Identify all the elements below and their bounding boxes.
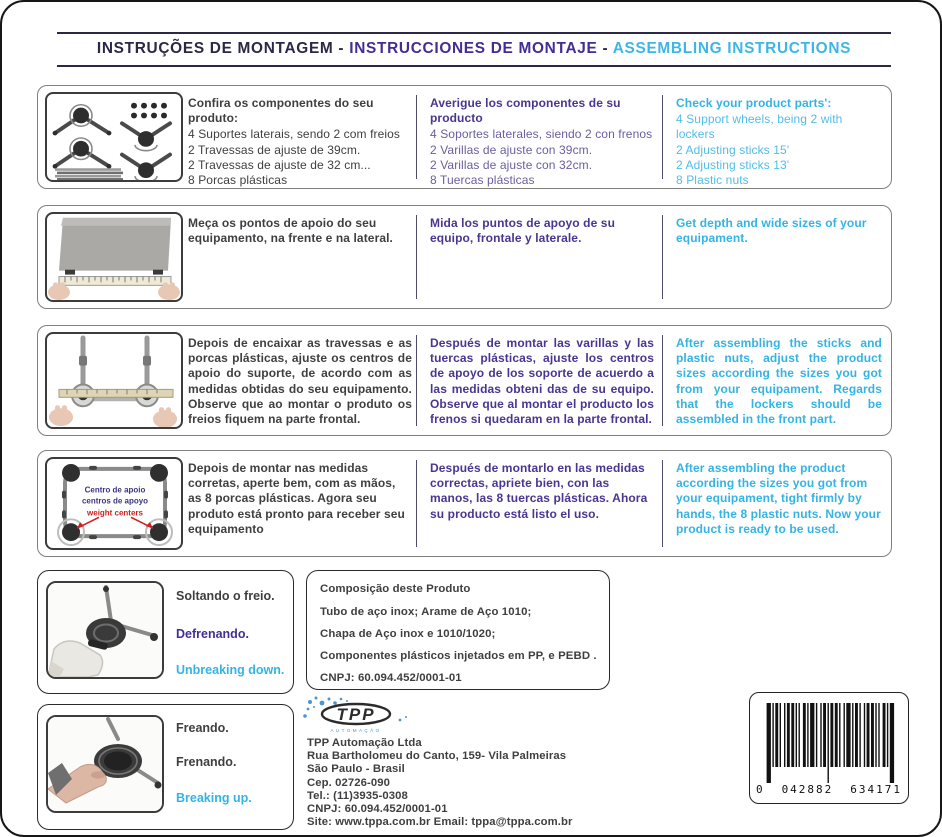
step2-portuguese-text: Meça os pontos de apoio do seu equipamento, na frente e na lateral. — [188, 216, 393, 246]
step4-spanish-text: Después de montarlo en las medidas correctas, apriete bien, con las manos, las 8 tuercas plásticas. Ahora su producto está listo el uso. — [430, 461, 648, 521]
step1-pt-line: 2 Travessas de ajuste de 32 cm... — [188, 157, 371, 172]
step1-en-line: 2 Adjusting sticks 13' — [676, 157, 790, 172]
brake-box — [37, 704, 294, 830]
step2-english-text: Get depth and wide sizes of your equipament. — [676, 216, 867, 246]
tpp-logo — [300, 694, 430, 734]
logo-subtext: AUTOMAÇÃO — [330, 728, 382, 733]
step1-es-line: 8 Tuercas plásticas — [430, 173, 535, 188]
diagram-label-pt: Centro de apoio — [84, 485, 146, 495]
step4-english-text: After assembling the product according the sizes you got from your equipament, tight firmly by hands, the 8 plastic nuts. Now your product is ready to be used. — [676, 461, 881, 536]
brake-image — [46, 715, 164, 813]
address-line: Site: www.tppa.com.br Email: tppa@tppa.com.br — [307, 816, 573, 829]
step-row-2 — [37, 205, 892, 309]
title-separator: - — [333, 40, 350, 57]
barcode-digits — [756, 783, 902, 796]
unbrake-en-label: Unbreaking down. — [176, 663, 285, 677]
step1-english-text — [676, 96, 882, 188]
brake-en-label: Breaking up. — [176, 791, 252, 805]
step1-spanish-text — [430, 96, 654, 188]
address-line: Cep. 02726-090 — [307, 776, 391, 789]
step2-spanish-text: Mida los puntos de apoyo de su equipo, frontale y laterale. — [430, 216, 616, 246]
step-row-1 — [37, 85, 892, 189]
unbrake-es-label: Defrenando. — [176, 627, 249, 641]
title-separator: - — [597, 40, 613, 57]
step2-measuring-image — [45, 212, 183, 302]
step1-pt-line: 4 Suportes laterais, sendo 2 com freios — [188, 127, 401, 142]
title-portuguese: INSTRUÇÕES DE MONTAGEM — [96, 40, 334, 57]
company-address — [307, 737, 637, 829]
address-line: Tel.: (11)3935-0308 — [307, 789, 408, 802]
barcode — [749, 692, 909, 804]
step-row-4 — [37, 450, 892, 557]
step1-es-line: 2 Varillas de ajuste con 32cm. — [430, 157, 593, 172]
step1-pt-line: 8 Porcas plásticas — [188, 173, 288, 188]
barcode-group2: 634171 — [850, 783, 902, 796]
barcode-group1: 042882 — [781, 783, 834, 796]
composition-line: Tubo de aço inox; Arame de Aço 1010; — [320, 606, 532, 618]
step1-en-line: 8 Plastic nuts — [676, 173, 749, 188]
step1-en-line: 2 Adjusting sticks 15' — [676, 142, 790, 157]
column-divider — [662, 460, 663, 547]
step1-pt-title: Confira os componentes do seu produto: — [188, 96, 374, 126]
composition-line: Chapa de Aço inox e 1010/1020; — [320, 628, 496, 640]
column-divider — [662, 95, 663, 179]
brake-es-label: Frenando. — [176, 755, 237, 769]
title-band — [57, 32, 891, 67]
title-english: ASSEMBLING INSTRUCTIONS — [612, 40, 852, 57]
diagram-label-en: weight centers — [87, 508, 143, 518]
address-line: São Paulo - Brasil — [307, 763, 405, 776]
composition-box — [306, 570, 610, 690]
step3-english-text: After assembling the sticks and plastic nuts, adjust the product sizes according the sizes you got from your equipament. Regards that the lockers should be assembled in the front part. — [676, 336, 882, 427]
column-divider — [416, 95, 417, 179]
barcode-lead-digit: 0 — [756, 783, 765, 796]
address-line: TPP Automação Ltda — [307, 737, 422, 749]
column-divider — [416, 460, 417, 547]
step1-pt-line: 2 Travessas de ajuste de 39cm. — [188, 142, 361, 157]
step-row-3 — [37, 325, 892, 436]
barcode-bars — [755, 697, 901, 789]
logo-text: TPP — [336, 705, 376, 724]
column-divider — [662, 215, 663, 299]
column-divider — [416, 215, 417, 299]
step1-en-title: Check your product parts': — [676, 96, 832, 110]
step3-portuguese-text: Depois de encaixar as travessas e as porcas plásticas, ajuste os centros de apoio do suporte, de acordo com as medidas obtidas do seu equipamento. Observe que ao montar o produto os freios fiquem na parte frontal. — [188, 336, 412, 427]
step4-portuguese-text: Depois de montar nas medidas corretas, aperte bem, com as mãos, as 8 porcas plásticas. Agora seu produto está pronto para receber seu equipamento — [188, 461, 405, 536]
composition-line: Composição deste Produto — [320, 583, 471, 595]
step1-es-line: 2 Varillas de ajuste con 39cm. — [430, 142, 593, 157]
unbrake-pt-label: Soltando o freio. — [176, 589, 275, 603]
step1-portuguese-text — [188, 96, 412, 188]
brake-pt-label: Freando. — [176, 721, 229, 735]
address-line: Rua Bartholomeu do Canto, 159- Vila Palmeiras — [307, 750, 567, 763]
step1-en-line: 4 Support wheels, being 2 with lockers — [676, 112, 843, 142]
address-line: CNPJ: 60.094.452/0001-01 — [307, 803, 448, 816]
diagram-label-es: centros de apoyo — [81, 496, 149, 506]
composition-line: Componentes plásticos injetados em PP, e PEBD . — [320, 650, 597, 662]
step1-es-title: Averigue los componentes de su producto — [430, 96, 621, 126]
column-divider — [662, 335, 663, 426]
title-spanish: INSTRUCCIONES DE MONTAJE — [349, 40, 598, 57]
step1-es-line: 4 Soportes laterales, siendo 2 con frenos — [430, 127, 653, 142]
column-divider — [416, 335, 417, 426]
step1-parts-image — [45, 92, 183, 182]
step3-spanish-text: Después de montar las varillas y las tuercas plásticas, ajuste los centros de apoyo de los soporte de acuerdo a las medidas obteni das de su equipo. Observe que al montar el producto los frenos si quedaram en la parte frontal. — [430, 336, 654, 427]
composition-line: CNPJ: 60.094.452/0001-01 — [320, 672, 462, 684]
unbrake-box — [37, 570, 294, 694]
step3-adjusting-image — [45, 332, 183, 429]
step4-weight-centers-image — [45, 457, 183, 550]
unbrake-image — [46, 581, 164, 679]
